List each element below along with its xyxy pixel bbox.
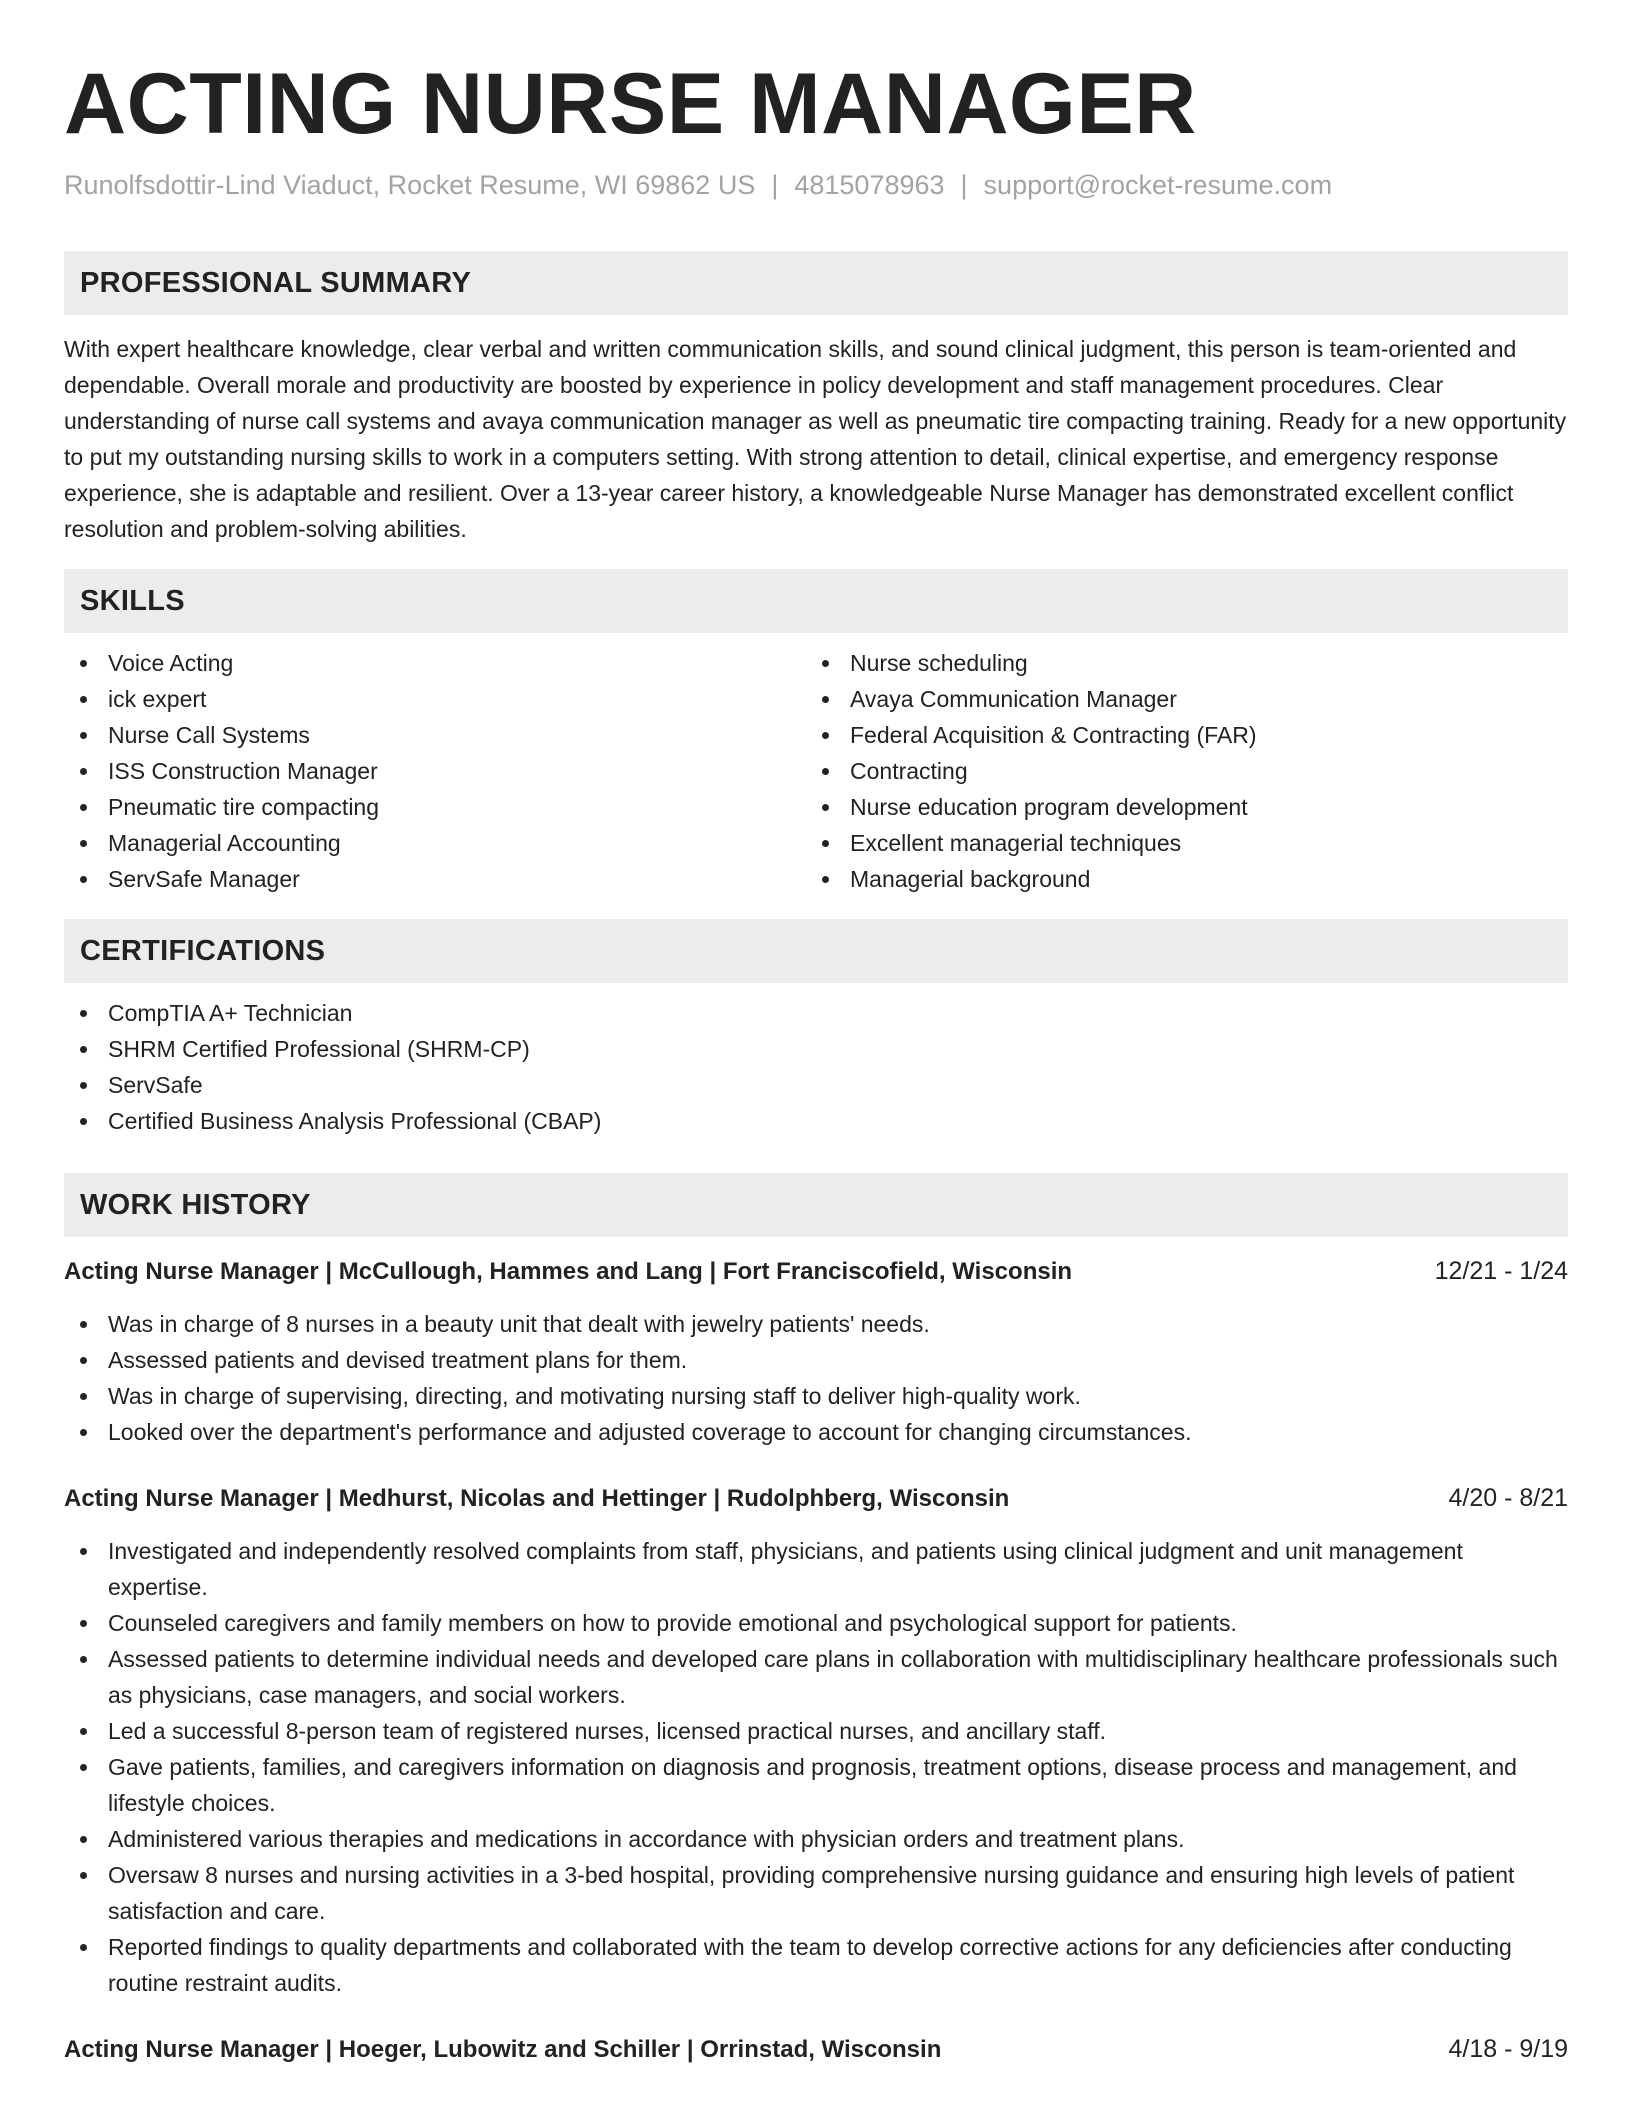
skill-item: Managerial Accounting bbox=[64, 825, 806, 861]
job-entry bbox=[64, 1253, 1568, 1450]
skill-item: Excellent managerial techniques bbox=[806, 825, 1548, 861]
job-title: Acting Nurse Manager | Hoeger, Lubowitz and Schiller | Orrinstad, Wisconsin bbox=[64, 2036, 942, 2063]
job-bullet: Was in charge of 8 nurses in a beauty unit that dealt with jewelry patients' needs. bbox=[64, 1306, 1568, 1342]
contact-separator: | bbox=[960, 170, 968, 200]
job-header bbox=[64, 1253, 1568, 1290]
job-bullet: Gave patients, families, and caregivers information on diagnosis and prognosis, treatment options, disease process and management, and lifestyle choices. bbox=[64, 1749, 1568, 1821]
contact-phone: 4815078963 bbox=[794, 170, 945, 200]
certifications-heading: CERTIFICATIONS bbox=[64, 919, 1568, 983]
contact-email[interactable]: support@rocket-resume.com bbox=[983, 170, 1333, 200]
certification-item: Certified Business Analysis Professional (CBAP) bbox=[64, 1103, 1568, 1139]
skill-item: Nurse Call Systems bbox=[64, 717, 806, 753]
job-bullet: Was in charge of supervising, directing, and motivating nursing staff to deliver high-quality work. bbox=[64, 1378, 1568, 1414]
skill-item: Avaya Communication Manager bbox=[806, 681, 1548, 717]
skill-item: Federal Acquisition & Contracting (FAR) bbox=[806, 717, 1548, 753]
job-bullet: Looked over the department's performance and adjusted coverage to account for changing circumstances. bbox=[64, 1414, 1568, 1450]
skill-item: ick expert bbox=[64, 681, 806, 717]
certification-item: CompTIA A+ Technician bbox=[64, 995, 1568, 1031]
job-header bbox=[64, 2031, 1568, 2068]
skill-item: ISS Construction Manager bbox=[64, 753, 806, 789]
job-entry bbox=[64, 2031, 1568, 2068]
job-title: Acting Nurse Manager | McCullough, Hammes and Lang | Fort Franciscofield, Wisconsin bbox=[64, 1258, 1073, 1285]
skills-heading: SKILLS bbox=[64, 569, 1568, 633]
resume-name: ACTING NURSE MANAGER bbox=[64, 56, 1197, 152]
skill-item: Voice Acting bbox=[64, 645, 806, 681]
certification-item: SHRM Certified Professional (SHRM-CP) bbox=[64, 1031, 1568, 1067]
certification-item: ServSafe bbox=[64, 1067, 1568, 1103]
contact-address: Runolfsdottir-Lind Viaduct, Rocket Resume, WI 69862 US bbox=[64, 170, 756, 200]
job-dates: 4/18 - 9/19 bbox=[1448, 2035, 1568, 2063]
skill-item: Pneumatic tire compacting bbox=[64, 789, 806, 825]
summary-heading: PROFESSIONAL SUMMARY bbox=[64, 251, 1568, 315]
skill-item: Nurse education program development bbox=[806, 789, 1548, 825]
job-bullet: Counseled caregivers and family members on how to provide emotional and psychological support for patients. bbox=[64, 1605, 1568, 1641]
contact-line bbox=[64, 168, 1568, 202]
job-dates: 12/21 - 1/24 bbox=[1434, 1257, 1568, 1285]
skills-right-column bbox=[806, 645, 1548, 897]
job-bullet: Administered various therapies and medications in accordance with physician orders and treatment plans. bbox=[64, 1821, 1568, 1857]
skill-item: Nurse scheduling bbox=[806, 645, 1548, 681]
job-bullet: Oversaw 8 nurses and nursing activities in a 3-bed hospital, providing comprehensive nursing guidance and ensuring high levels of patient satisfaction and care. bbox=[64, 1857, 1568, 1929]
work-history-heading: WORK HISTORY bbox=[64, 1173, 1568, 1237]
job-entry bbox=[64, 1480, 1568, 2001]
summary-text: With expert healthcare knowledge, clear verbal and written communication skills, and sound clinical judgment, this person is team-oriented and dependable. Overall morale and productivity are boosted by experience in policy development and staff management procedures. Clear understanding of nurse call systems and avaya communication manager as well as pneumatic tire compacting training. Ready for a new opportunity to put my outstanding nursing skills to work in a computers setting. With strong attention to detail, clinical expertise, and emergency response experience, she is adaptable and resilient. Over a 13-year career history, a knowledgeable Nurse Manager has demonstrated excellent conflict resolution and problem-solving abilities. bbox=[64, 336, 1567, 542]
resume-page bbox=[64, 0, 1568, 2068]
skill-item: ServSafe Manager bbox=[64, 861, 806, 897]
job-bullet: Investigated and independently resolved complaints from staff, physicians, and patients using clinical judgment and unit management expertise. bbox=[64, 1533, 1568, 1605]
skills-grid bbox=[64, 645, 1568, 897]
contact-separator: | bbox=[771, 170, 779, 200]
job-dates: 4/20 - 8/21 bbox=[1448, 1484, 1568, 1512]
skill-item: Managerial background bbox=[806, 861, 1548, 897]
job-bullet: Assessed patients to determine individual needs and developed care plans in collaboration with multidisciplinary healthcare professionals such as physicians, case managers, and social workers. bbox=[64, 1641, 1568, 1713]
skill-item: Contracting bbox=[806, 753, 1548, 789]
job-bullets bbox=[64, 1306, 1568, 1450]
job-bullet: Assessed patients and devised treatment plans for them. bbox=[64, 1342, 1568, 1378]
job-bullet: Reported findings to quality departments and collaborated with the team to develop corrective actions for any deficiencies after conducting routine restraint audits. bbox=[64, 1929, 1568, 2001]
certifications-list bbox=[64, 995, 1568, 1139]
job-bullet: Led a successful 8-person team of registered nurses, licensed practical nurses, and ancillary staff. bbox=[64, 1713, 1568, 1749]
skills-left-column bbox=[64, 645, 806, 897]
job-bullets bbox=[64, 1533, 1568, 2001]
job-header bbox=[64, 1480, 1568, 1517]
job-title: Acting Nurse Manager | Medhurst, Nicolas and Hettinger | Rudolphberg, Wisconsin bbox=[64, 1485, 1010, 1512]
